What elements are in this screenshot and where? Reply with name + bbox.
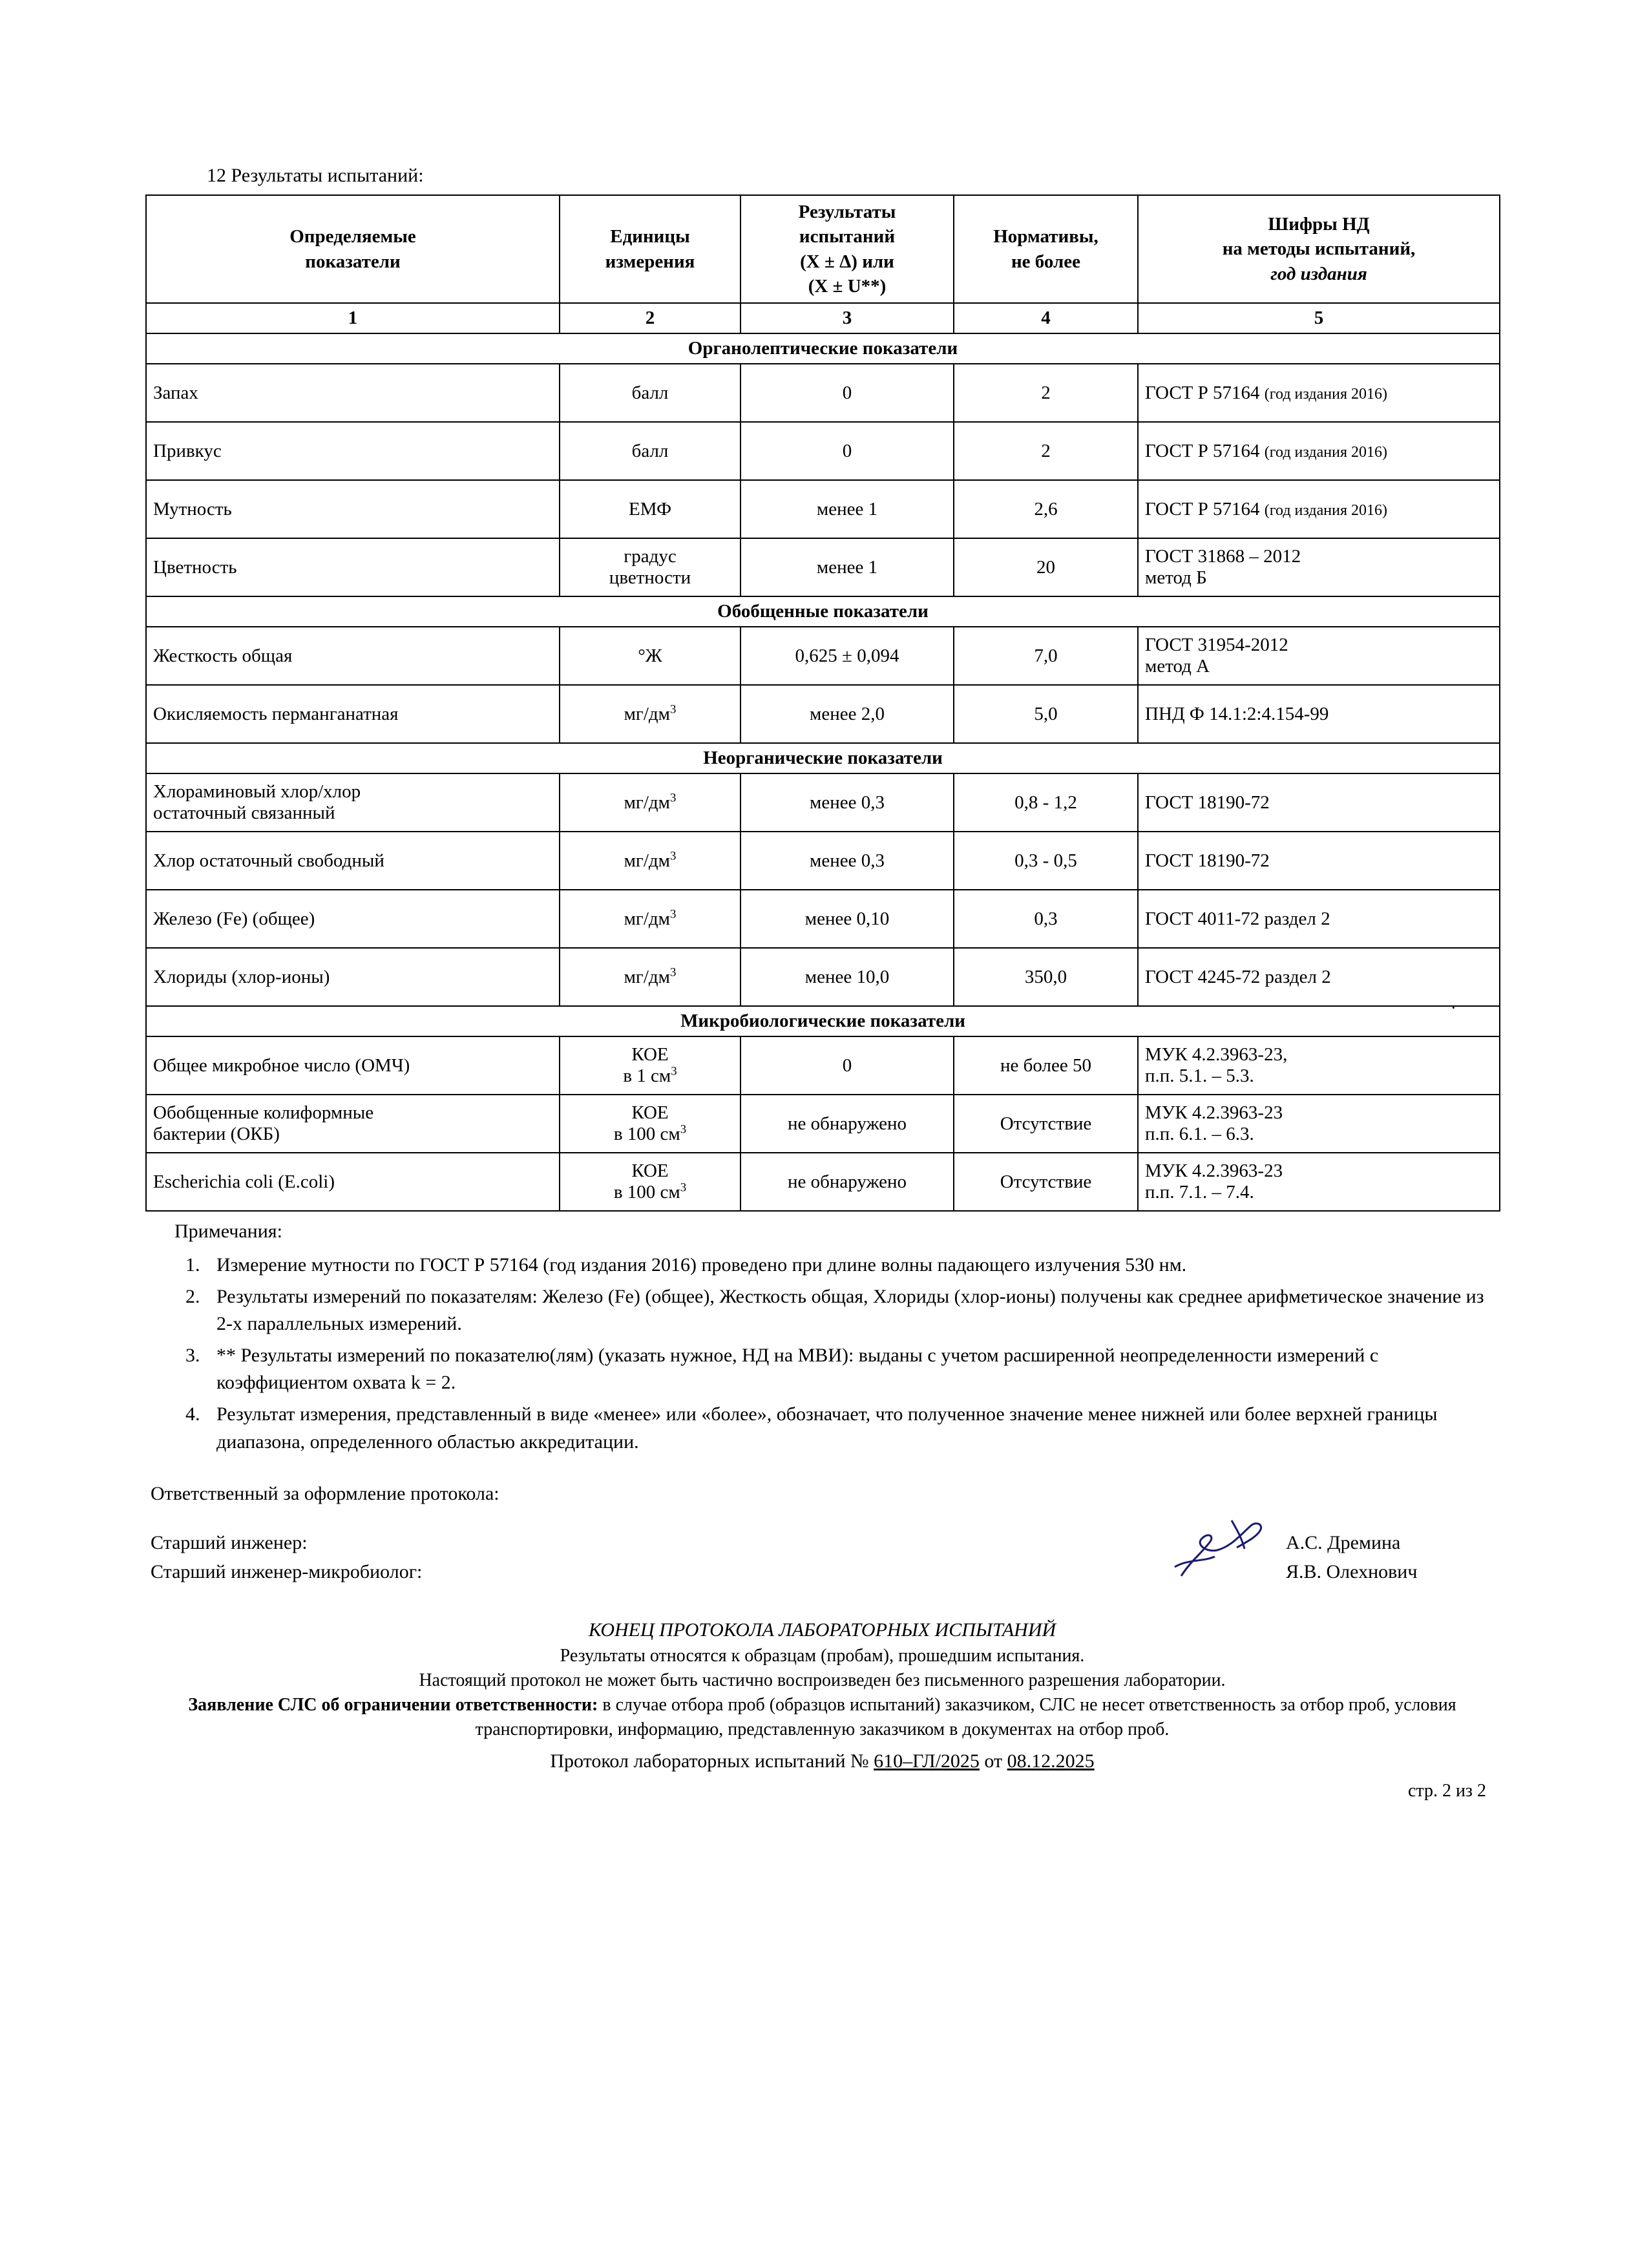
cell-indicator: Хлораминовый хлор/хлор остаточный связанный — [146, 773, 560, 832]
footer-disclaimer — [145, 1693, 1499, 1742]
protocol-number: 610–ГЛ/2025 — [874, 1750, 980, 1772]
group-label: Обобщенные показатели — [146, 596, 1500, 627]
cell-norm: 7,0 — [954, 627, 1138, 685]
cell-norm: 0,3 — [954, 890, 1138, 948]
signature-block — [151, 1528, 1499, 1586]
table-row — [146, 1153, 1500, 1211]
disclaimer-label: Заявление СЛС об ограничении ответственности: — [188, 1695, 598, 1716]
cell-norm: 2 — [954, 422, 1138, 480]
note-item: 3. ** Результаты измерений по показателю(лям) (указать нужное, НД на МВИ): выданы с учетом расширенной неопределенности измерений с коэффициентом охвата k = 2. — [205, 1342, 1499, 1397]
cell-nd-code: ГОСТ 31868 – 2012 метод Б — [1138, 538, 1500, 596]
cell-norm: 2,6 — [954, 480, 1138, 538]
table-row — [146, 1095, 1500, 1153]
header-units: Единицы измерения — [560, 195, 740, 303]
col-num-2: 2 — [560, 303, 740, 333]
cell-norm: Отсутствие — [954, 1095, 1138, 1153]
page-content — [145, 165, 1499, 1803]
disclaimer-text: в случае отбора проб (образцов испытаний) заказчиком, СЛС не несет ответственность за отбор проб, условия транспортировки, информацию, представленную заказчиком в документах на отбор проб. — [475, 1695, 1456, 1740]
table-row — [146, 773, 1500, 832]
col-num-3: 3 — [740, 303, 954, 333]
cell-result: менее 0,10 — [740, 890, 954, 948]
table-row — [146, 422, 1500, 480]
cell-result: менее 1 — [740, 480, 954, 538]
cell-norm: 2 — [954, 364, 1138, 422]
table-row — [146, 480, 1500, 538]
cell-unit: КОЕ в 100 $см^3$ — [560, 1153, 740, 1211]
table-group-row — [146, 333, 1500, 364]
cell-indicator: Хлор остаточный свободный — [146, 832, 560, 890]
cell-norm: 0,3 - 0,5 — [954, 832, 1138, 890]
table-group-row — [146, 743, 1500, 773]
cell-nd-code: ГОСТ 18190-72 — [1138, 832, 1500, 890]
protocol-line — [145, 1748, 1499, 1775]
page-margin-dot: · — [1451, 998, 1456, 1017]
cell-indicator: Привкус — [146, 422, 560, 480]
cell-result: не обнаружено — [740, 1095, 954, 1153]
column-number-row — [146, 303, 1500, 333]
cell-nd-code: ПНД Ф 14.1:2:4.154-99 — [1138, 685, 1500, 743]
page-number: стр. 2 из 2 — [1407, 1781, 1486, 1801]
signer-name-2: Я.В. Олехнович — [1286, 1561, 1418, 1583]
header-nd-codes: Шифры НД на методы испытаний, год издания — [1138, 195, 1500, 303]
cell-nd-code: ГОСТ Р 57164 (год издания 2016) — [1138, 364, 1500, 422]
cell-indicator: Общее микробное число (ОМЧ) — [146, 1036, 560, 1095]
cell-indicator: Хлориды (хлор-ионы) — [146, 948, 560, 1006]
cell-unit: $мг/дм^3$ — [560, 890, 740, 948]
table-row — [146, 538, 1500, 596]
cell-unit: $мг/дм^3$ — [560, 685, 740, 743]
col-num-1: 1 — [146, 303, 560, 333]
results-table — [145, 194, 1500, 1212]
table-row — [146, 627, 1500, 685]
cell-norm: Отсутствие — [954, 1153, 1138, 1211]
cell-norm: 5,0 — [954, 685, 1138, 743]
cell-unit: ЕМФ — [560, 480, 740, 538]
cell-result: 0 — [740, 422, 954, 480]
table-row — [146, 948, 1500, 1006]
note-item: 4. Результат измерения, представленный в виде «менее» или «более», обозначает, что полученное значение менее нижней или более верхней границы диапазона, определенного областью аккредитации. — [205, 1401, 1499, 1456]
end-of-protocol-title: КОНЕЦ ПРОТОКОЛА ЛАБОРАТОРНЫХ ИСПЫТАНИЙ — [588, 1619, 1056, 1641]
header-results: Результаты испытаний (X ± Δ) или (X ± U**) — [740, 195, 954, 303]
cell-unit: $мг/дм^3$ — [560, 773, 740, 832]
table-body — [146, 333, 1500, 1211]
cell-result: 0 — [740, 1036, 954, 1095]
notes-list — [145, 1252, 1499, 1456]
cell-nd-code: МУК 4.2.3963-23 п.п. 6.1. – 6.3. — [1138, 1095, 1500, 1153]
cell-unit: $мг/дм^3$ — [560, 832, 740, 890]
footer-line-1: Результаты относятся к образцам (пробам), прошедшим испытания. — [560, 1646, 1085, 1666]
cell-indicator: Escherichia coli (E.coli) — [146, 1153, 560, 1211]
cell-result: менее 1 — [740, 538, 954, 596]
responsible-label: Ответственный за оформление протокола: — [151, 1483, 499, 1505]
cell-nd-code: ГОСТ 4011-72 раздел 2 — [1138, 890, 1500, 948]
table-group-row — [146, 596, 1500, 627]
role-engineer: Старший инженер: — [151, 1532, 308, 1554]
group-label: Микробиологические показатели — [146, 1006, 1500, 1036]
note-item: 2. Результаты измерений по показателям: Железо (Fe) (общее), Жесткость общая, Хлориды (хлор-ионы) получены как среднее арифметическое значение из 2-х параллельных измерений. — [205, 1283, 1499, 1338]
cell-nd-code: ГОСТ 31954-2012 метод А — [1138, 627, 1500, 685]
group-label: Органолептические показатели — [146, 333, 1500, 364]
cell-result: 0 — [740, 364, 954, 422]
cell-indicator: Мутность — [146, 480, 560, 538]
group-label: Неорганические показатели — [146, 743, 1500, 773]
cell-norm: 20 — [954, 538, 1138, 596]
cell-unit: градус цветности — [560, 538, 740, 596]
col-num-4: 4 — [954, 303, 1138, 333]
table-row — [146, 890, 1500, 948]
cell-nd-code: МУК 4.2.3963-23, п.п. 5.1. – 5.3. — [1138, 1036, 1500, 1095]
cell-unit: балл — [560, 364, 740, 422]
cell-unit: балл — [560, 422, 740, 480]
col-num-5: 5 — [1138, 303, 1500, 333]
table-row — [146, 1036, 1500, 1095]
cell-norm: 350,0 — [954, 948, 1138, 1006]
cell-result: менее 0,3 — [740, 832, 954, 890]
cell-indicator: Железо (Fe) (общее) — [146, 890, 560, 948]
signer-name-1: А.С. Дремина — [1286, 1532, 1401, 1554]
table-row — [146, 832, 1500, 890]
section-heading: 12 Результаты испытаний: — [207, 165, 424, 186]
protocol-mid: от — [979, 1750, 1007, 1772]
cell-unit: КОЕ в 100 $см^3$ — [560, 1095, 740, 1153]
notes-title: Примечания: — [174, 1221, 282, 1243]
cell-indicator: Окисляемость перманганатная — [146, 685, 560, 743]
handwritten-signature-icon — [1170, 1517, 1279, 1588]
note-item: 1. Измерение мутности по ГОСТ Р 57164 (год издания 2016) проведено при длине волны падающего излучения 530 нм. — [205, 1252, 1499, 1279]
header-indicator: Определяемые показатели — [146, 195, 560, 303]
cell-unit: $мг/дм^3$ — [560, 948, 740, 1006]
cell-result: менее 10,0 — [740, 948, 954, 1006]
footer-block — [145, 1617, 1499, 1803]
cell-indicator: Жесткость общая — [146, 627, 560, 685]
table-row — [146, 685, 1500, 743]
cell-nd-code: ГОСТ Р 57164 (год издания 2016) — [1138, 422, 1500, 480]
cell-result: не обнаружено — [740, 1153, 954, 1211]
footer-line-2: Настоящий протокол не может быть частично воспроизведен без письменного разрешения лаборатории. — [419, 1670, 1226, 1691]
cell-indicator: Обобщенные колиформные бактерии (ОКБ) — [146, 1095, 560, 1153]
cell-unit: КОЕ в 1 $см^3$ — [560, 1036, 740, 1095]
cell-nd-code: МУК 4.2.3963-23 п.п. 7.1. – 7.4. — [1138, 1153, 1500, 1211]
cell-result: менее 0,3 — [740, 773, 954, 832]
protocol-prefix: Протокол лабораторных испытаний № — [550, 1750, 874, 1772]
cell-nd-code: ГОСТ 4245-72 раздел 2 — [1138, 948, 1500, 1006]
signer-names — [1286, 1528, 1499, 1586]
cell-nd-code: ГОСТ 18190-72 — [1138, 773, 1500, 832]
cell-result: менее 2,0 — [740, 685, 954, 743]
table-row — [146, 364, 1500, 422]
header-norms: Нормативы, не более — [954, 195, 1138, 303]
cell-indicator: Цветность — [146, 538, 560, 596]
cell-unit: °Ж — [560, 627, 740, 685]
protocol-date: 08.12.2025 — [1007, 1750, 1095, 1772]
table-group-row — [146, 1006, 1500, 1036]
cell-nd-code: ГОСТ Р 57164 (год издания 2016) — [1138, 480, 1500, 538]
cell-norm: не более 50 — [954, 1036, 1138, 1095]
cell-norm: 0,8 - 1,2 — [954, 773, 1138, 832]
table-header-row — [146, 195, 1500, 303]
cell-indicator: Запах — [146, 364, 560, 422]
role-microbiologist: Старший инженер-микробиолог: — [151, 1561, 423, 1583]
cell-result: 0,625 ± 0,094 — [740, 627, 954, 685]
